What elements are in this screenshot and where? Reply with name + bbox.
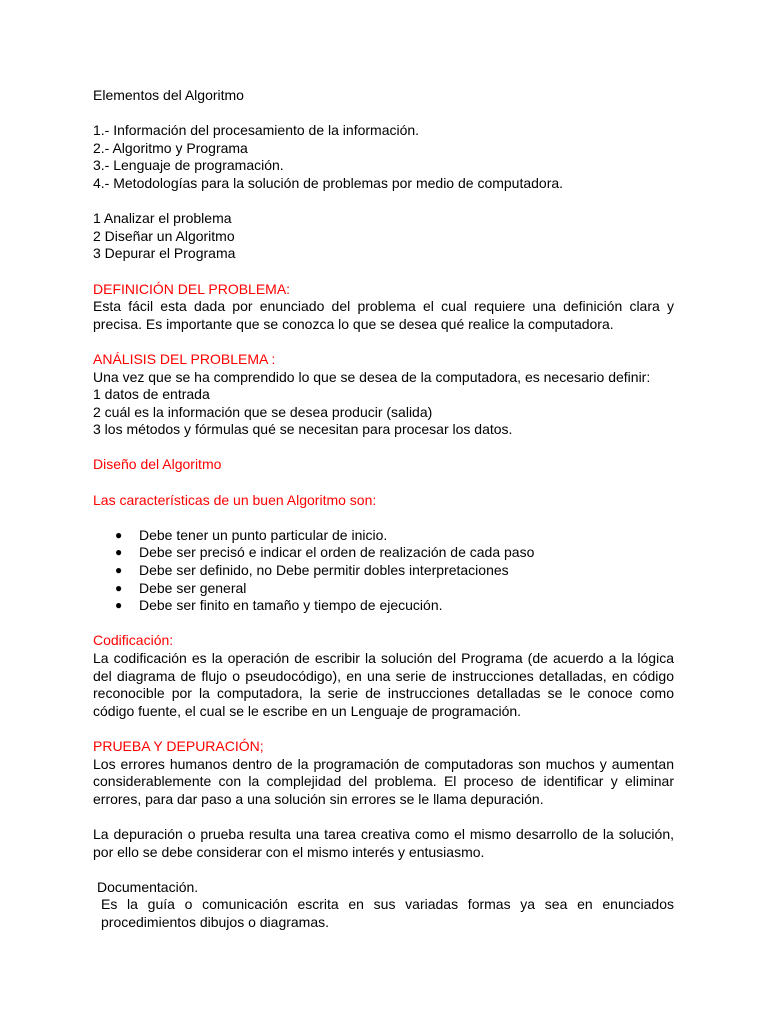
step-line: 2 Diseñar un Algoritmo	[93, 227, 235, 244]
list-item	[93, 580, 674, 598]
list-item-text: Debe ser finito en tamaño y tiempo de ejecución.	[139, 597, 443, 614]
caracteristicas-heading: Las características de un buen Algoritmo son:	[93, 491, 377, 508]
caracteristicas-list	[93, 527, 674, 615]
document-title: Elementos del Algoritmo	[93, 87, 244, 103]
prueba-text-2: La depuración o prueba resulta una tarea creativa como el mismo desarrollo de la solución, por ello se debe considerar con el mismo interés y entusiasmo.	[93, 825, 674, 860]
list-item-text: Debe tener un punto particular de inicio.	[139, 526, 388, 543]
documentacion-heading: Documentación.	[97, 878, 199, 895]
bullet-icon: ●	[115, 598, 123, 613]
definicion-heading: DEFINICIÓN DEL PROBLEMA:	[93, 280, 291, 297]
analisis-intro: Una vez que se ha comprendido lo que se desea de la computadora, es necesario definir:	[93, 368, 651, 385]
diseno-heading: Diseño del Algoritmo	[93, 456, 222, 473]
documentacion-text: Es la guía o comunicación escrita en sus variadas formas ya sea en enunciados procedimientos dibujos o diagramas.	[101, 896, 674, 930]
element-line: 2.- Algoritmo y Programa	[93, 139, 248, 156]
list-item	[93, 527, 674, 545]
bullet-icon: ●	[115, 563, 123, 578]
list-item	[93, 544, 674, 562]
bullet-icon: ●	[115, 580, 123, 595]
definicion-text: Esta fácil esta dada por enunciado del problema el cual requiere una definición clara y precisa. Es importante que se conozca lo que se desea qué realice la computadora.	[93, 298, 674, 332]
analisis-item: 1 datos de entrada	[93, 386, 210, 403]
codificacion-text: La codificación es la operación de escribir la solución del Programa (de acuerdo a la lógica del diagrama de flujo o pseudocódigo), en una serie de instrucciones detalladas, en código reconocible por la computadora, la serie de instrucciones detalladas se le conoce como código fuente, el cual se le escribe en un Lenguaje de programación.	[93, 650, 674, 719]
codificacion-heading: Codificación:	[93, 632, 174, 649]
step-line: 1 Analizar el problema	[93, 210, 232, 227]
bullet-icon: ●	[115, 527, 123, 542]
analisis-heading: ANÁLISIS DEL PROBLEMA :	[93, 350, 276, 367]
step-line: 3 Depurar el Programa	[93, 245, 236, 262]
prueba-text-1: Los errores humanos dentro de la programación de computadoras son muchos y aumentan considerablemente con la complejidad del problema. El proceso de identificar y eliminar errores, para dar paso a una solución sin errores se le llama depuración.	[93, 755, 674, 807]
list-item	[93, 562, 674, 580]
analisis-item: 2 cuál es la información que se desea producir (salida)	[93, 403, 433, 420]
element-line: 3.- Lenguaje de programación.	[93, 157, 284, 174]
list-item-text: Debe ser precisó e indicar el orden de realización de cada paso	[139, 544, 535, 561]
list-item	[93, 597, 674, 615]
list-item-text: Debe ser general	[139, 579, 247, 596]
bullet-icon: ●	[115, 545, 123, 560]
list-item-text: Debe ser definido, no Debe permitir dobles interpretaciones	[139, 562, 509, 579]
prueba-heading: PRUEBA Y DEPURACIÓN;	[93, 737, 264, 754]
element-line: 1.- Información del procesamiento de la información.	[93, 122, 420, 139]
analisis-item: 3 los métodos y fórmulas qué se necesitan para procesar los datos.	[93, 421, 513, 438]
element-line: 4.- Metodologías para la solución de problemas por medio de computadora.	[93, 174, 564, 191]
